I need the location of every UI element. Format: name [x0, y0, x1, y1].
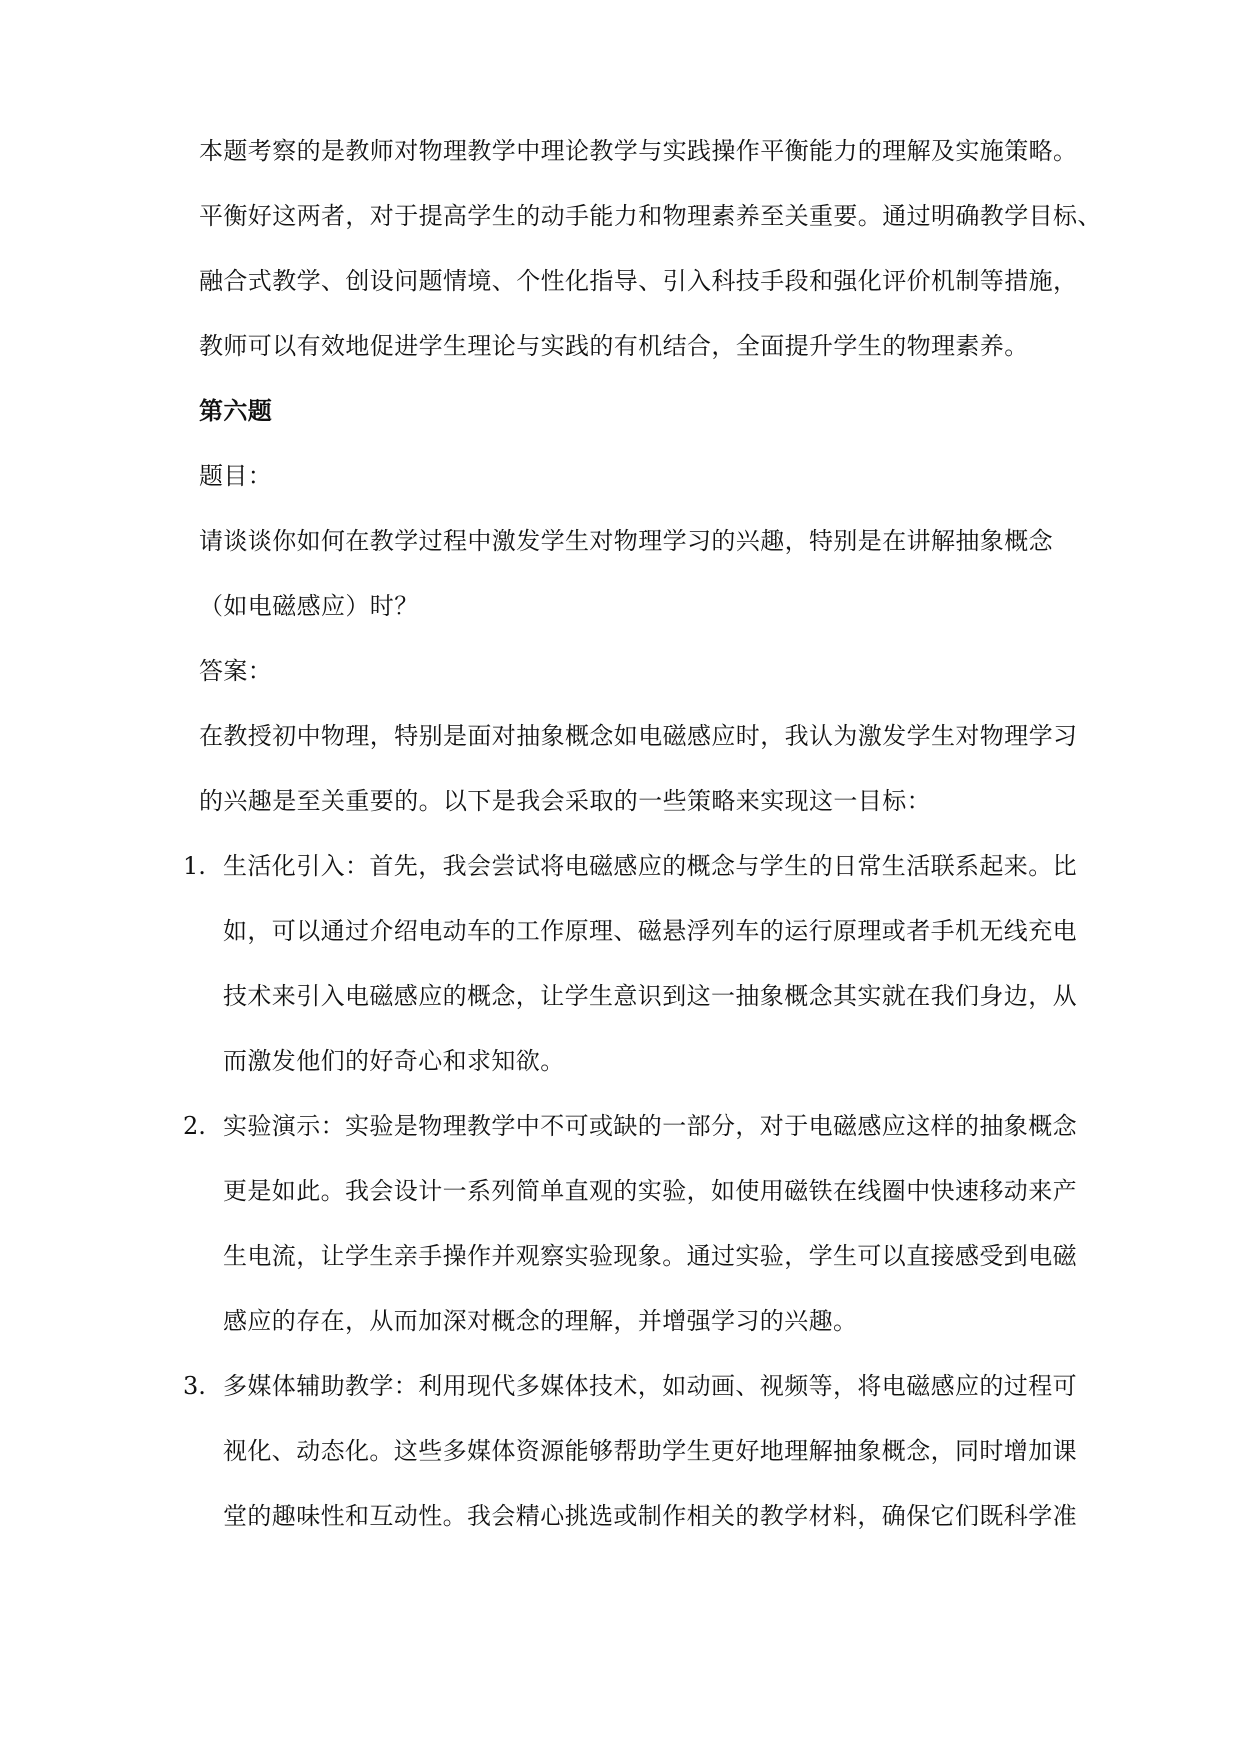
list-item-line: 视化、动态化。这些多媒体资源能够帮助学生更好地理解抽象概念，同时增加课	[223, 1437, 1077, 1465]
list-item-line: 生电流，让学生亲手操作并观察实验现象。通过实验，学生可以直接感受到电磁	[223, 1242, 1077, 1270]
list-item-line: 感应的存在，从而加深对概念的理解，并增强学习的兴趣。	[223, 1307, 858, 1335]
section-heading: 第六题	[199, 396, 273, 425]
list-item-line: 如，可以通过介绍电动车的工作原理、磁悬浮列车的运行原理或者手机无线充电	[223, 917, 1077, 945]
intro-line-4: 教师可以有效地促进学生理论与实践的有机结合，全面提升学生的物理素养。	[199, 332, 1029, 360]
list-item-line: 更是如此。我会设计一系列简单直观的实验，如使用磁铁在线圈中快速移动来产	[223, 1177, 1077, 1205]
question-label: 题目：	[199, 462, 273, 490]
answer-intro-line-1: 在教授初中物理，特别是面对抽象概念如电磁感应时，我认为激发学生对物理学习	[199, 722, 1078, 750]
list-item-line: 而激发他们的好奇心和求知欲。	[223, 1047, 565, 1075]
list-item-line: 实验演示：实验是物理教学中不可或缺的一部分，对于电磁感应这样的抽象概念	[223, 1112, 1077, 1140]
list-item-number: 3.	[183, 1372, 206, 1400]
answer-label: 答案：	[199, 657, 273, 685]
list-item-line: 多媒体辅助教学：利用现代多媒体技术，如动画、视频等，将电磁感应的过程可	[223, 1372, 1077, 1400]
question-line-1: 请谈谈你如何在教学过程中激发学生对物理学习的兴趣，特别是在讲解抽象概念	[199, 527, 1053, 555]
intro-line-1: 本题考察的是教师对物理教学中理论教学与实践操作平衡能力的理解及实施策略。	[199, 137, 1078, 165]
question-line-2: （如电磁感应）时？	[199, 592, 419, 620]
list-item-number: 2.	[183, 1112, 206, 1140]
list-item-line: 技术来引入电磁感应的概念，让学生意识到这一抽象概念其实就在我们身边，从	[223, 982, 1077, 1010]
intro-line-3: 融合式教学、创设问题情境、个性化指导、引入科技手段和强化评价机制等措施，	[199, 267, 1078, 295]
list-item-line: 生活化引入：首先，我会尝试将电磁感应的概念与学生的日常生活联系起来。比	[223, 852, 1077, 880]
list-item-number: 1.	[183, 852, 206, 880]
intro-line-2: 平衡好这两者，对于提高学生的动手能力和物理素养至关重要。通过明确教学目标、	[199, 202, 1102, 230]
list-item-line: 堂的趣味性和互动性。我会精心挑选或制作相关的教学材料，确保它们既科学准	[223, 1502, 1077, 1530]
answer-intro-line-2: 的兴趣是至关重要的。以下是我会采取的一些策略来实现这一目标：	[199, 787, 931, 815]
